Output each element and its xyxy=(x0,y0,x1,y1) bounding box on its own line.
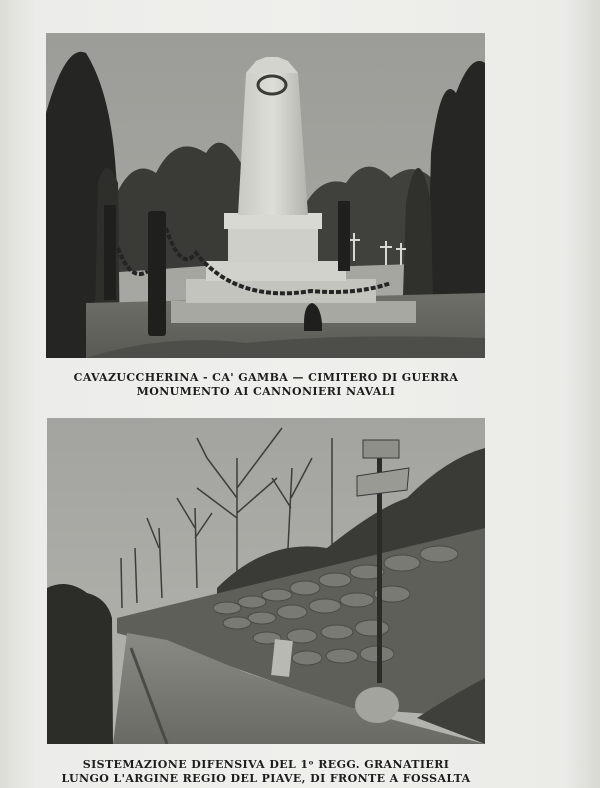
caption-trench xyxy=(46,758,486,786)
monument-photo-illustration xyxy=(46,33,485,358)
caption-trench-line2: LUNGO L'ARGINE REGIO DEL PIAVE, DI FRONTE A FOSSALTA xyxy=(61,772,471,785)
caption-monument-line1: CAVAZUCCHERINA - CA' GAMBA — CIMITERO DI GUERRA xyxy=(73,371,459,384)
photo-trench-defense xyxy=(47,418,485,744)
caption-trench-line1: SISTEMAZIONE DIFENSIVA DEL 1ᵒ REGG. GRANATIERI xyxy=(82,758,450,771)
trench-photo-illustration xyxy=(47,418,485,744)
caption-monument xyxy=(46,371,486,399)
caption-monument-line2: MONUMENTO AI CANNONIERI NAVALI xyxy=(136,385,396,398)
photo-monument-cemetery xyxy=(46,33,485,358)
